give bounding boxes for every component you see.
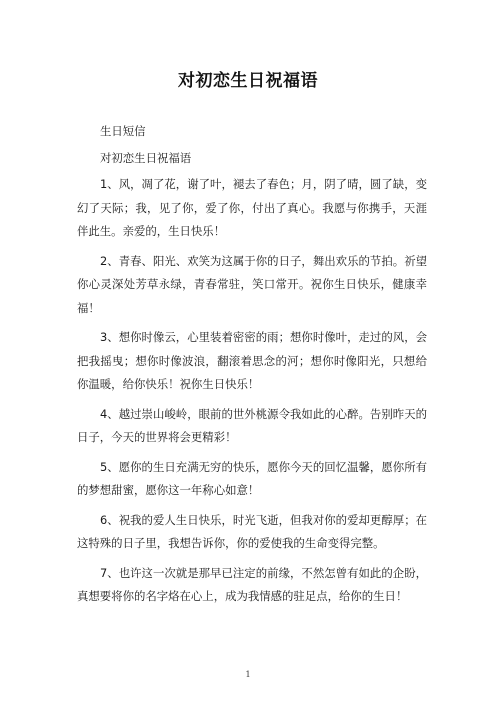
paragraph-item-6: 6、祝我的爱人生日快乐，时光飞逝，但我对你的爱却更醇厚；在这特殊的日子里，我想告诉你，你的爱使我的生命变得完整。 bbox=[77, 512, 427, 550]
paragraph-item-4: 4、越过崇山峻岭，眼前的世外桃源令我如此的心醉。告别昨天的日子，今天的世界将会更精彩！ bbox=[77, 406, 427, 444]
paragraph-subtitle: 对初恋生日祝福语 bbox=[100, 150, 192, 165]
paragraph-item-7: 7、也许这一次就是那早已注定的前缘，不然怎曾有如此的企盼，真想要将你的名字烙在心上，成为我情感的驻足点，给你的生日！ bbox=[77, 565, 427, 603]
paragraph-item-5: 5、愿你的生日充满无穷的快乐，愿你今天的回忆温馨，愿你所有的梦想甜蜜，愿你这一年称心如意！ bbox=[77, 459, 427, 497]
paragraph-item-1: 1、风，凋了花，谢了叶，褪去了春色；月，阴了晴，圆了缺，变幻了天际；我，见了你，爱了你，付出了真心。我愿与你携手，天涯伴此生。亲爱的，生日快乐！ bbox=[77, 177, 427, 238]
paragraph-category: 生日短信 bbox=[100, 124, 146, 138]
document-body bbox=[77, 120, 427, 615]
page-number: 1 bbox=[245, 670, 251, 679]
paragraph-item-2: 2、青春、阳光、欢笑为这属于你的日子，舞出欢乐的节拍。祈望你心灵深处芳草永绿，青春常驻，笑口常开。祝你生日快乐，健康幸福！ bbox=[77, 253, 427, 315]
paragraph-item-3: 3、想你时像云，心里装着密密的雨；想你时像叶，走过的风，会把我摇曳；想你时像波浪，翻滚着思念的河；想你时像阳光，只想给你温暖，给你快乐！祝你生日快乐！ bbox=[77, 330, 427, 391]
document-title: 对初恋生日祝福语 bbox=[178, 71, 318, 91]
